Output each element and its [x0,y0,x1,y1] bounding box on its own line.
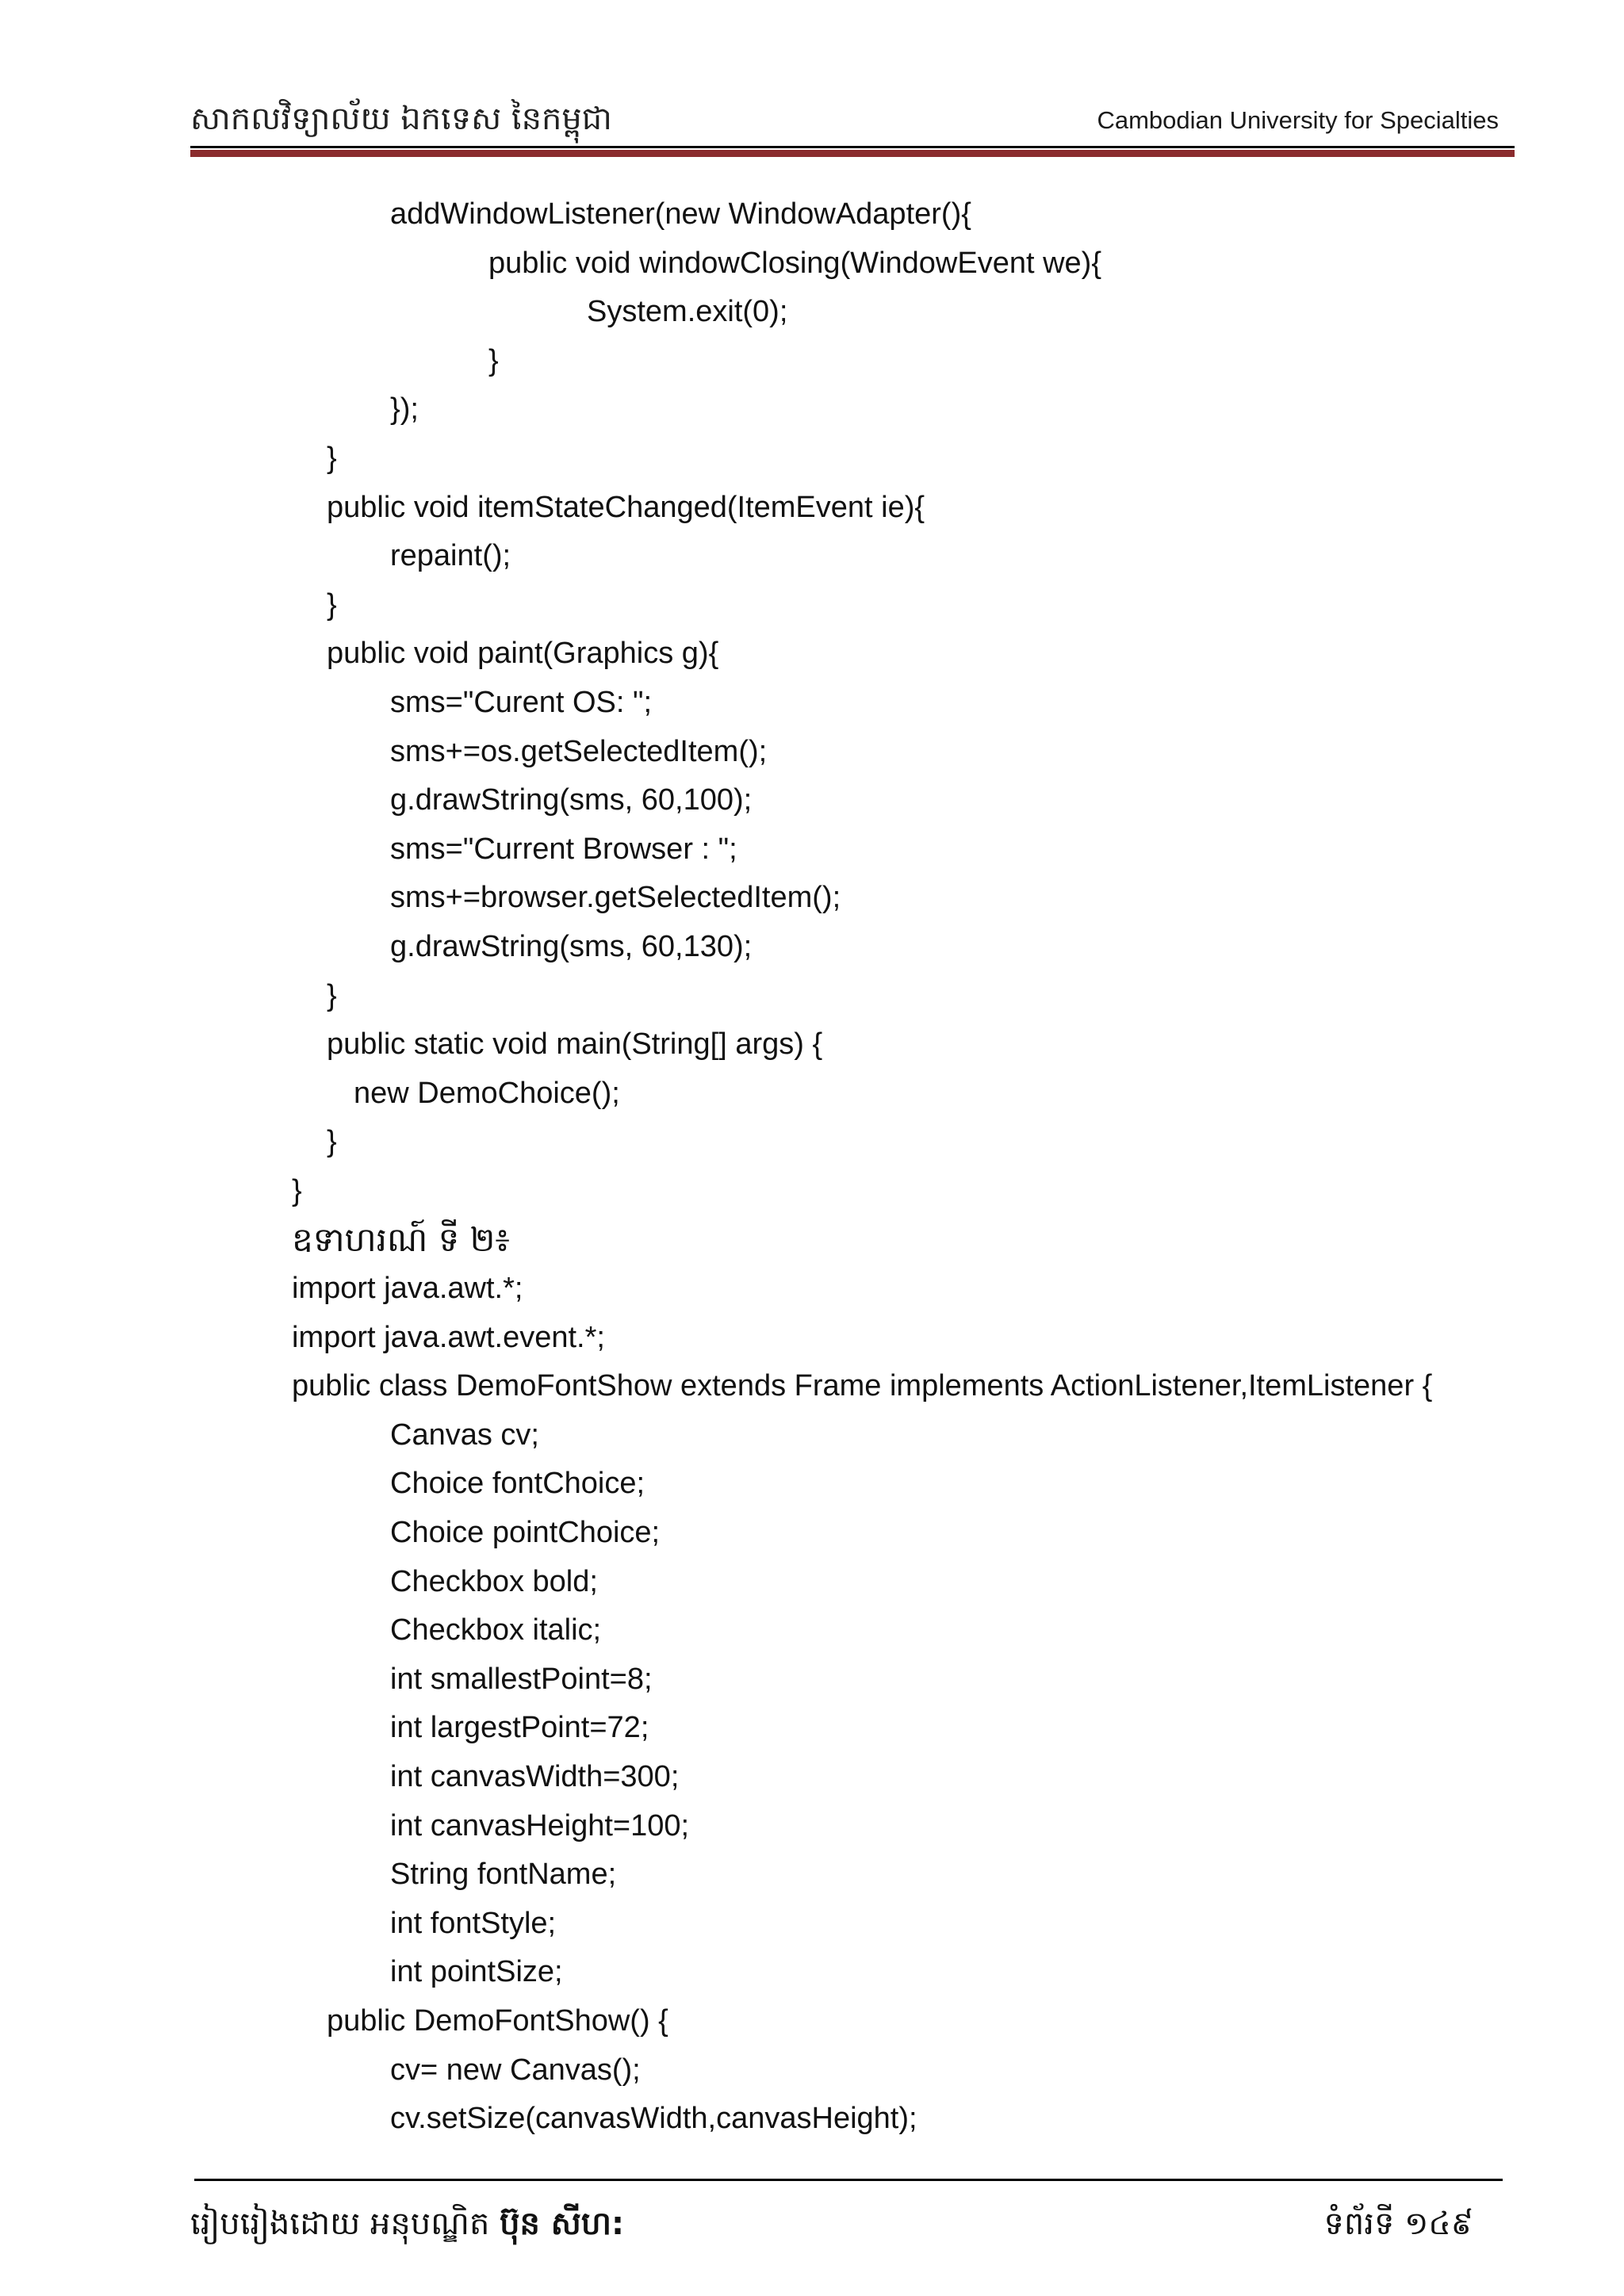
code-line: Checkbox italic; [390,1613,602,1647]
code-line: } [327,1125,337,1159]
code-line: sms+=browser.getSelectedItem(); [390,881,841,915]
code-line: int fontStyle; [390,1906,557,1940]
code-line: } [488,343,499,377]
code-line: repaint(); [390,539,511,573]
footer-author-credit [190,2200,624,2248]
code-line: System.exit(0); [587,295,788,329]
example-heading: ឧទាហរណ៍ ទី ២៖ [292,1220,510,1260]
code-line: int largestPoint=72; [390,1711,649,1745]
code-listing [0,190,1624,2144]
footer-prefix: រៀបរៀងដោយ អនុបណ្ឌិត [190,2206,500,2242]
code-line: String fontName; [390,1858,617,1892]
code-line: public class DemoFontShow extends Frame implements ActionListener,ItemListener { [292,1369,1433,1403]
code-line: public void itemStateChanged(ItemEvent ie){ [327,490,925,524]
header-university-khmer: សាកលវិទ្យាល័យ ឯកទេស នៃកម្ពុជា [190,101,612,137]
code-line: import java.awt.event.*; [292,1320,605,1354]
code-line: cv= new Canvas(); [390,2053,641,2087]
code-line: } [292,1173,302,1207]
page-number: ទំព័រទី ១៤៩ [1323,2206,1473,2242]
code-line: cv.setSize(canvasWidth,canvasHeight); [390,2102,917,2136]
code-line: int canvasWidth=300; [390,1760,680,1793]
code-line: Checkbox bold; [390,1564,598,1598]
footer-divider [194,2179,1503,2181]
code-line: } [327,587,337,622]
code-line: } [327,978,337,1012]
code-line: sms+=os.getSelectedItem(); [390,734,768,768]
footer-author-name: ប៊ុន សីហ: [500,2206,624,2242]
code-line: sms="Current Browser : "; [390,832,737,866]
header-university-english: Cambodian University for Specialties [1097,106,1499,134]
header-divider-thick [190,150,1515,157]
code-line: Canvas cv; [390,1418,539,1452]
code-line: g.drawString(sms, 60,130); [390,929,753,963]
code-line: Choice pointChoice; [390,1516,661,1550]
code-line: sms="Curent OS: "; [390,685,653,719]
code-line: public void windowClosing(WindowEvent we){ [488,246,1102,280]
code-line: int canvasHeight=100; [390,1808,690,1843]
code-line: public static void main(String[] args) { [327,1027,823,1062]
code-line: }); [390,392,419,427]
code-line: g.drawString(sms, 60,100); [390,783,753,817]
code-line: new DemoChoice(); [354,1076,620,1110]
code-line: Choice fontChoice; [390,1467,645,1501]
code-line: public DemoFontShow() { [327,2003,668,2038]
header-divider-thin [190,146,1515,148]
code-line: } [327,441,337,475]
code-line: import java.awt.*; [292,1272,523,1306]
code-line: addWindowListener(new WindowAdapter(){ [390,197,971,231]
code-line: int pointSize; [390,1955,563,1989]
code-line: int smallestPoint=8; [390,1662,653,1696]
code-line: public void paint(Graphics g){ [327,637,719,671]
